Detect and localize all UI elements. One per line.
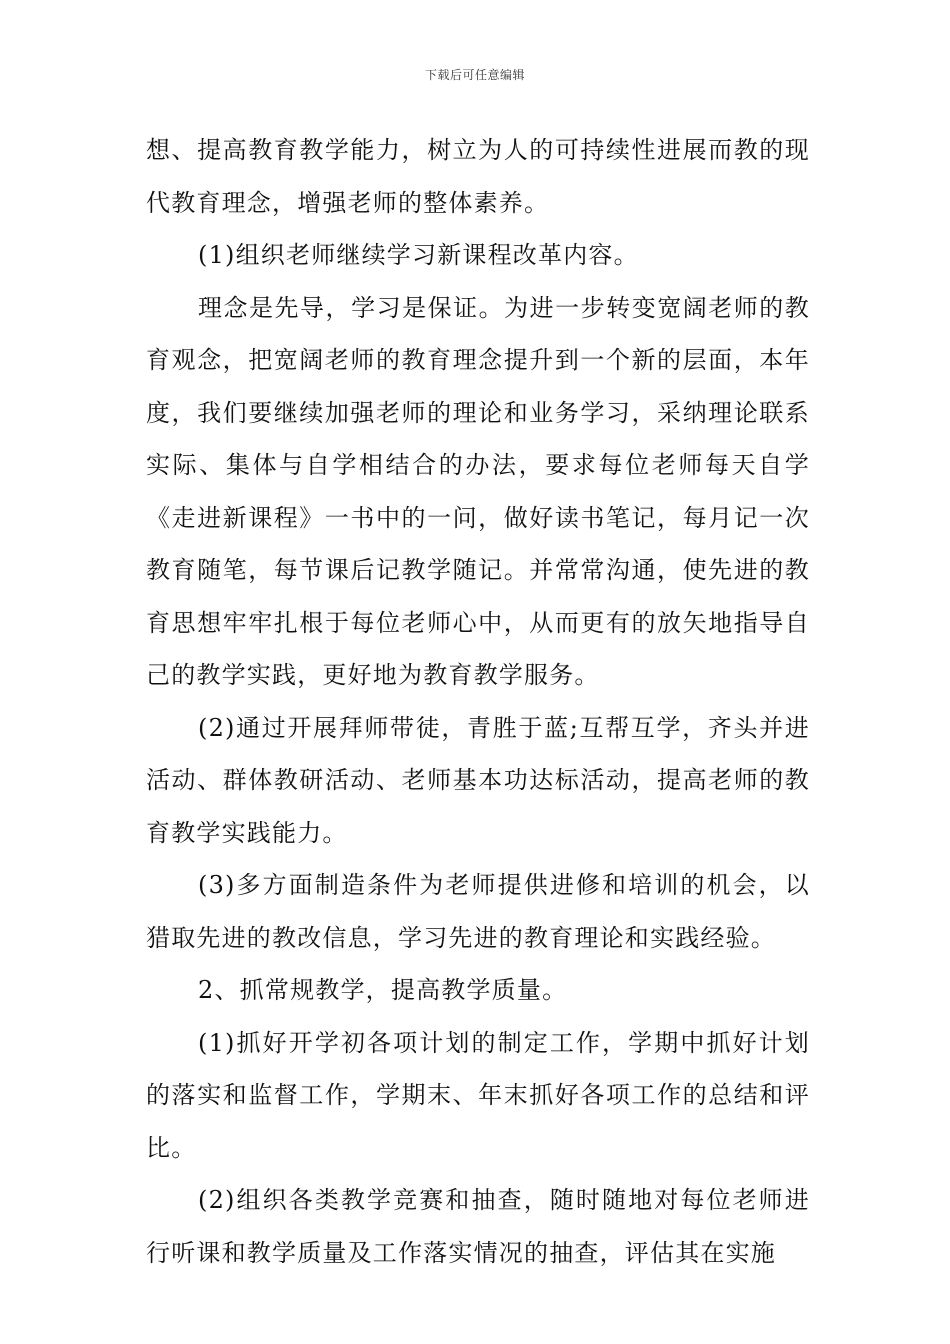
paragraph: 理念是先导，学习是保证。为进一步转变宽阔老师的教育观念，把宽阔老师的教育理念提升到一个新的层面，本年度，我们要继续加强老师的理论和业务学习，采纳理论联系实际、集体与自学相结合的办法，要求每位老师每天自学《走进新课程》一书中的一问，做好读书笔记，每月记一次教育随笔，每节课后记教学随记。并常常沟通，使先进的教育思想牢牢扎根于每位老师心中，从而更有的放矢地指导自己的教学实践，更好地为教育教学服务。: [146, 293, 810, 689]
paragraph: (2)通过开展拜师带徒，青胜于蓝;互帮互学，齐头并进活动、群体教研活动、老师基本功达标活动，提高老师的教育教学实践能力。: [146, 713, 810, 847]
header-note: 下载后可任意编辑: [424, 68, 525, 82]
paragraph: 2、抓常规教学，提高教学质量。: [198, 976, 568, 1004]
paragraph: (2)组织各类教学竞赛和抽查，随时随地对每位老师进行听课和教学质量及工作落实情况的抽查，评估其在实施: [146, 1186, 810, 1267]
paragraph: (3)多方面制造条件为老师提供进修和培训的机会，以猎取先进的教改信息，学习先进的教育理论和实践经验。: [146, 871, 810, 952]
paragraph: 想、提高教育教学能力，树立为人的可持续性进展而教的现代教育理念，增强老师的整体素养。: [146, 136, 810, 217]
document-body: [146, 124, 810, 1279]
paragraph: (1)组织老师继续学习新课程改革内容。: [198, 241, 639, 269]
paragraph: (1)抓好开学初各项计划的制定工作，学期中抓好计划的落实和监督工作，学期末、年末抓好各项工作的总结和评比。: [146, 1028, 810, 1162]
